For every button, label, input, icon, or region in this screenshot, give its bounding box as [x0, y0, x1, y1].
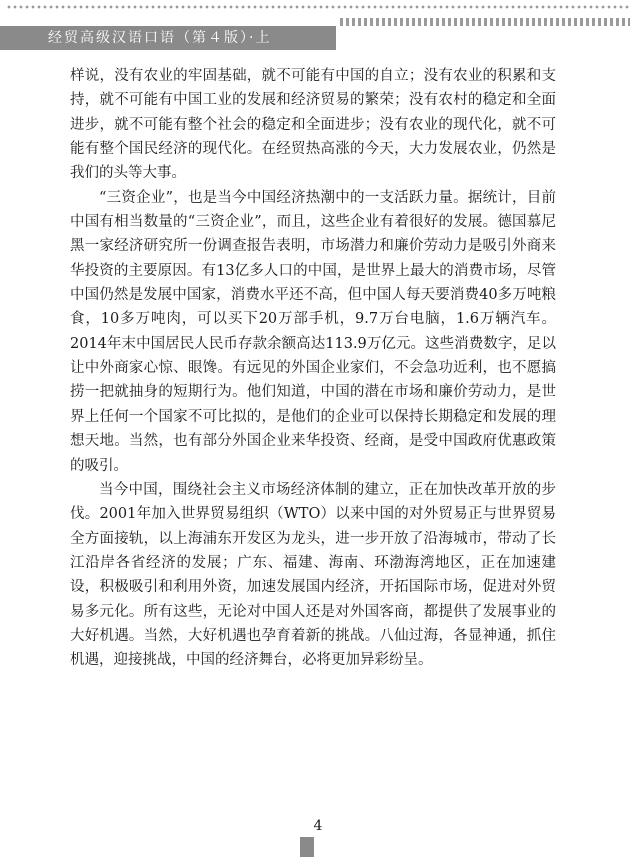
- top-dotted-rule: [6, 5, 630, 9]
- page-tab-marker: [300, 837, 314, 857]
- paragraph-3: 当今中国，围绕社会主义市场经济体制的建立，正在加快改革开放的步伐。2001年加入世界贸易组织（WTO）以来中国的对外贸易正与世界贸易全方面接轨，以上海浦东开发区为龙头，进一步开放了沿海城市，带动了长江沿岸各省经济的发展；广东、福建、海南、环渤海湾地区，正在加速建设，积极吸引和利用外资，加速发展国内经济，开拓国际市场，促进对外贸易多元化。所有这些，无论对中国人还是对外国客商，都提供了发展事业的大好机遇。当然，大好机遇也孕育着新的挑战。八仙过海，各显神通，抓住机遇，迎接挑战，中国的经济舞台，必将更加异彩纷呈。: [70, 481, 556, 669]
- page-number: 4: [313, 818, 323, 834]
- paragraph-2: “三资企业”，也是当今中国经济热潮中的一支活跃力量。据统计，目前中国有相当数量的“三资企业”，而且，这些企业有着很好的发展。德国慕尼黑一家经济研究所一份调查报告表明，市场潜力和廉价劳动力是吸引外商来华投资的主要原因。有13亿多人口的中国，是世界上最大的消费市场，尽管中国仍然是发展中国家，消费水平还不高，但中国人每天要消费40多万吨粮食，10多万吨肉，可以买下20万部手机，9.7万台电脑，1.6万辆汽车。2014年末中国居民人民币存款余额高达113.9万亿元。这些消费数字，足以让中外商家心惊、眼馋。有远见的外国企业家们，不会急功近利，也不愿搞捞一把就抽身的短期行为。他们知道，中国的潜在市场和廉价劳动力，是世界上任何一个国家不可比拟的，是他们的企业可以保持长期稳定和发展的理想天地。当然，也有部分外国企业来华投资、经商，是受中国政府优惠政策的吸引。: [70, 189, 556, 474]
- header-dotted-rule: [340, 18, 630, 26]
- running-header-title: 经贸高级汉语口语（第４版）·上: [48, 30, 272, 46]
- page-body: [70, 64, 556, 673]
- paragraph-1: 样说，没有农业的牢固基础，就不可能有中国的自立；没有农业的积累和支持，就不可能有中国工业的发展和经济贸易的繁荣；没有农村的稳定和全面进步，就不可能有整个社会的稳定和全面进步；没有农业的现代化，就不可能有整个国民经济的现代化。在经贸热高涨的今天，大力发展农业，仍然是我们的头等大事。: [70, 68, 556, 182]
